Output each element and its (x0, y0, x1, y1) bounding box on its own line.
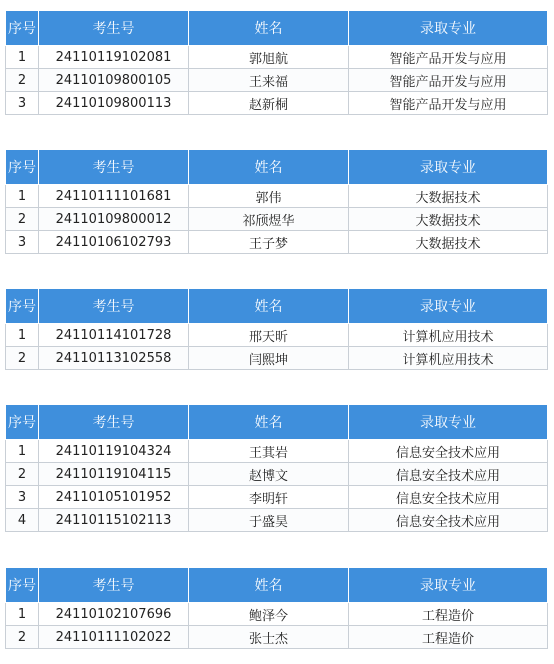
table-row (6, 603, 548, 626)
cell-major: 大数据技术 (349, 185, 548, 208)
cell-index: 1 (6, 603, 39, 626)
admission-table-1 (5, 10, 548, 115)
admission-table-2 (5, 149, 548, 254)
cell-index: 1 (6, 324, 39, 347)
cell-index: 2 (6, 626, 39, 649)
header-major: 录取专业 (349, 289, 548, 324)
header-index: 序号 (6, 150, 39, 185)
admission-table-3 (5, 288, 548, 370)
cell-name: 祁颀煜华 (189, 208, 349, 231)
header-exam-no: 考生号 (39, 405, 189, 440)
cell-name: 郭旭航 (189, 46, 349, 69)
header-name: 姓名 (189, 150, 349, 185)
cell-name: 赵新桐 (189, 92, 349, 115)
header-major: 录取专业 (349, 405, 548, 440)
header-exam-no: 考生号 (39, 11, 189, 46)
cell-exam-no: 24110105101952 (39, 486, 189, 509)
cell-exam-no: 24110114101728 (39, 324, 189, 347)
cell-name: 王子梦 (189, 231, 349, 254)
table-row (6, 69, 548, 92)
cell-index: 4 (6, 509, 39, 532)
header-index: 序号 (6, 289, 39, 324)
table-row (6, 509, 548, 532)
cell-exam-no: 24110109800012 (39, 208, 189, 231)
header-name: 姓名 (189, 11, 349, 46)
cell-index: 1 (6, 46, 39, 69)
table-row (6, 486, 548, 509)
table-header-row (6, 405, 548, 440)
cell-major: 智能产品开发与应用 (349, 69, 548, 92)
admission-table-5 (5, 567, 548, 649)
table-row (6, 231, 548, 254)
cell-name: 王来福 (189, 69, 349, 92)
cell-index: 3 (6, 92, 39, 115)
cell-index: 3 (6, 486, 39, 509)
header-major: 录取专业 (349, 11, 548, 46)
cell-name: 闫熙坤 (189, 347, 349, 370)
header-exam-no: 考生号 (39, 289, 189, 324)
cell-major: 智能产品开发与应用 (349, 92, 548, 115)
cell-exam-no: 24110102107696 (39, 603, 189, 626)
cell-major: 工程造价 (349, 626, 548, 649)
cell-exam-no: 24110109800113 (39, 92, 189, 115)
table-row (6, 185, 548, 208)
cell-name: 王萁岩 (189, 440, 349, 463)
cell-exam-no: 24110111102022 (39, 626, 189, 649)
cell-index: 2 (6, 463, 39, 486)
cell-index: 3 (6, 231, 39, 254)
cell-index: 1 (6, 440, 39, 463)
cell-major: 工程造价 (349, 603, 548, 626)
cell-exam-no: 24110113102558 (39, 347, 189, 370)
cell-name: 李明轩 (189, 486, 349, 509)
table-row (6, 347, 548, 370)
cell-exam-no: 24110111101681 (39, 185, 189, 208)
table-row (6, 440, 548, 463)
header-name: 姓名 (189, 568, 349, 603)
cell-major: 计算机应用技术 (349, 324, 548, 347)
cell-exam-no: 24110115102113 (39, 509, 189, 532)
header-name: 姓名 (189, 405, 349, 440)
cell-exam-no: 24110106102793 (39, 231, 189, 254)
admission-table-4 (5, 404, 548, 532)
header-exam-no: 考生号 (39, 568, 189, 603)
cell-major: 大数据技术 (349, 231, 548, 254)
cell-major: 计算机应用技术 (349, 347, 548, 370)
header-exam-no: 考生号 (39, 150, 189, 185)
table-row (6, 208, 548, 231)
table-header-row (6, 150, 548, 185)
cell-name: 赵博文 (189, 463, 349, 486)
cell-major: 信息安全技术应用 (349, 440, 548, 463)
table-row (6, 626, 548, 649)
table-row (6, 46, 548, 69)
cell-name: 张士杰 (189, 626, 349, 649)
table-row (6, 324, 548, 347)
cell-major: 信息安全技术应用 (349, 463, 548, 486)
cell-index: 2 (6, 69, 39, 92)
cell-exam-no: 24110119104324 (39, 440, 189, 463)
cell-major: 智能产品开发与应用 (349, 46, 548, 69)
table-header-row (6, 289, 548, 324)
cell-name: 鲍泽今 (189, 603, 349, 626)
cell-major: 信息安全技术应用 (349, 509, 548, 532)
cell-index: 2 (6, 208, 39, 231)
header-major: 录取专业 (349, 568, 548, 603)
header-index: 序号 (6, 405, 39, 440)
cell-name: 邢天昕 (189, 324, 349, 347)
cell-index: 1 (6, 185, 39, 208)
cell-exam-no: 24110119104115 (39, 463, 189, 486)
header-name: 姓名 (189, 289, 349, 324)
header-major: 录取专业 (349, 150, 548, 185)
table-header-row (6, 11, 548, 46)
cell-major: 信息安全技术应用 (349, 486, 548, 509)
cell-index: 2 (6, 347, 39, 370)
cell-major: 大数据技术 (349, 208, 548, 231)
cell-name: 郭伟 (189, 185, 349, 208)
cell-exam-no: 24110109800105 (39, 69, 189, 92)
cell-name: 于盛昊 (189, 509, 349, 532)
header-index: 序号 (6, 568, 39, 603)
header-index: 序号 (6, 11, 39, 46)
table-row (6, 92, 548, 115)
table-row (6, 463, 548, 486)
cell-exam-no: 24110119102081 (39, 46, 189, 69)
table-header-row (6, 568, 548, 603)
